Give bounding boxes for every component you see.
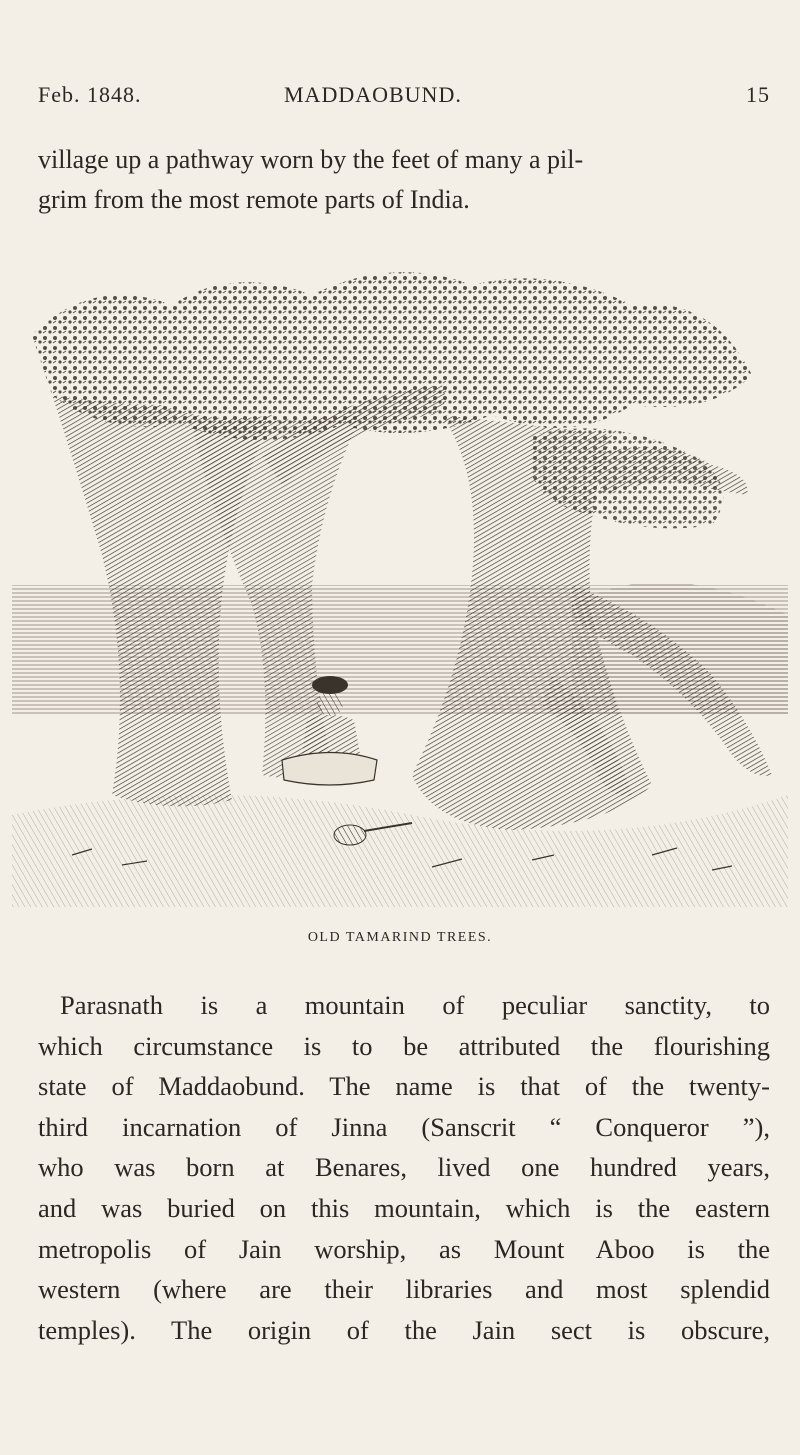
engraving-illustration xyxy=(12,255,788,907)
text-line: state of Maddaobund. The name is that of the twenty- xyxy=(38,1071,770,1102)
text-line: which circumstance is to be attributed the flourishing xyxy=(38,1030,770,1061)
page-number: 15 xyxy=(746,82,770,107)
running-head xyxy=(38,82,770,112)
text-line: metropolis of Jain worship, as Mount Aboo is the xyxy=(38,1233,770,1264)
ground xyxy=(12,795,788,907)
text-line: and was buried on this mountain, which is the eastern xyxy=(38,1192,770,1223)
text-line: who was born at Benares, lived one hundred years, xyxy=(38,1152,770,1183)
text-line: third incarnation of Jinna (Sanscrit “ Conqueror ”), xyxy=(38,1111,770,1142)
text-line: Parasnath is a mountain of peculiar sanctity, to xyxy=(60,990,770,1020)
text-line: village up a pathway worn by the feet of many a pil- xyxy=(38,145,584,174)
opening-text xyxy=(38,140,770,220)
text-line: temples). The origin of the Jain sect is obscure, xyxy=(38,1314,770,1345)
text-line: western (where are their libraries and most splendid xyxy=(38,1274,770,1305)
tamarind-trees-engraving xyxy=(12,255,788,907)
running-head-title: MADDAOBUND. xyxy=(284,82,462,107)
running-head-date: Feb. 1848. xyxy=(38,82,142,107)
figure-caption: OLD TAMARIND TREES. xyxy=(307,930,493,945)
body-paragraph xyxy=(38,985,770,1350)
text-line: grim from the most remote parts of India. xyxy=(38,185,470,214)
